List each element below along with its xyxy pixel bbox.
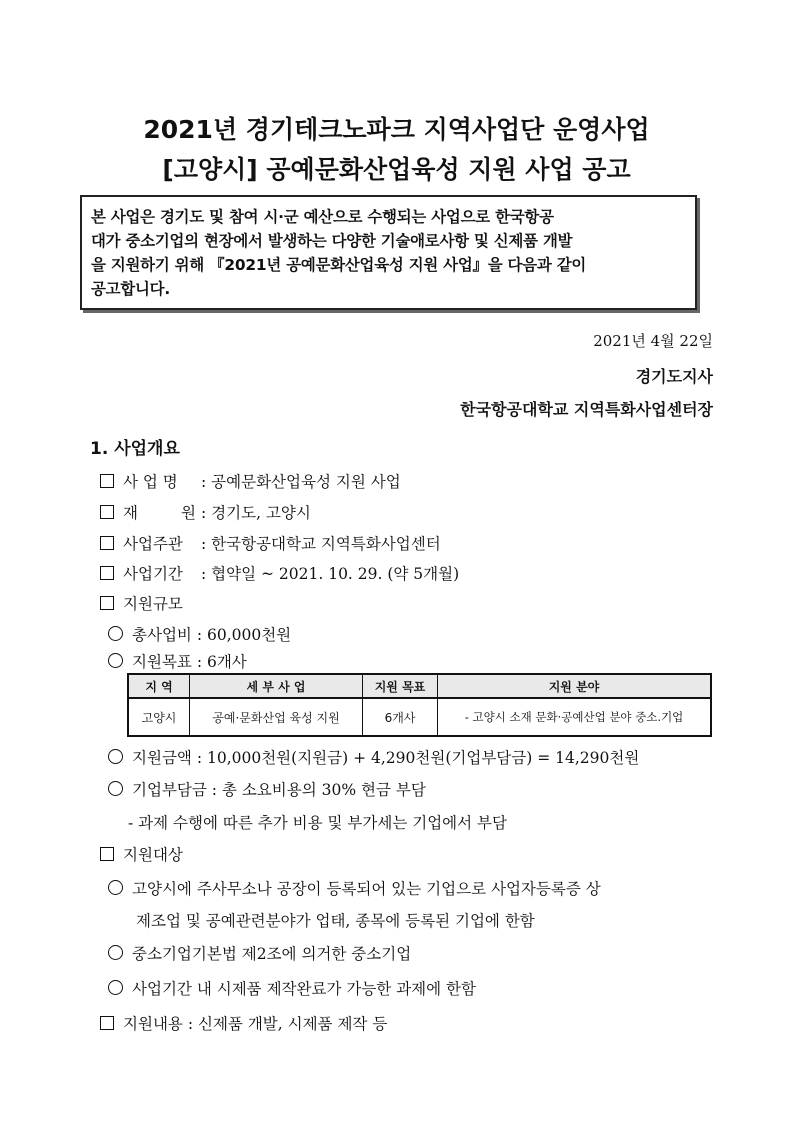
circle-bullet-icon <box>108 980 123 995</box>
checkbox-icon <box>100 536 114 550</box>
table-header: 지원 분야 <box>438 674 712 698</box>
table-cell: 고양시 <box>128 698 190 736</box>
eligibility-2 <box>108 942 411 964</box>
scale-total-text: 총사업비 : 60,000천원 <box>132 626 292 644</box>
item-label: 지원규모 <box>123 595 183 613</box>
eligibility-text: 사업기간 내 시제품 제작완료가 가능한 과제에 한함 <box>132 980 476 998</box>
item-label: 사업주관 <box>123 535 183 553</box>
eligibility-text: 중소기업기본법 제2조에 의거한 중소기업 <box>132 945 412 963</box>
item-label: 재 <box>123 504 138 522</box>
intro-line: 공고합니다. <box>91 280 170 298</box>
item-value: : 공예문화산업육성 지원 사업 <box>201 473 401 491</box>
table-header-row <box>128 674 711 698</box>
intro-line: 을 지원하기 위해 『2021년 공예문화산업육성 지원 사업』을 다음과 같이 <box>91 256 587 274</box>
scale-target-text: 지원목표 : 6개사 <box>132 653 247 671</box>
scale-target <box>108 650 247 672</box>
checkbox-icon <box>100 847 114 861</box>
eligibility-1-cont: 제조업 및 공예관련분야가 업태, 종목에 등록된 기업에 한함 <box>136 912 535 930</box>
support-amount <box>108 746 639 768</box>
item-support-content <box>100 1012 387 1034</box>
item-eligibility <box>100 843 183 865</box>
support-content-text: 지원내용 : 신제품 개발, 시제품 제작 등 <box>123 1015 388 1033</box>
table-row <box>128 698 711 736</box>
circle-bullet-icon <box>108 781 123 796</box>
support-table <box>127 673 712 737</box>
circle-bullet-icon <box>108 880 123 895</box>
item-period <box>100 562 459 584</box>
table-cell: - 고양시 소재 문화·공예산업 분야 중소.기업 <box>438 698 712 736</box>
eligibility-1 <box>108 877 601 899</box>
item-funding-source <box>100 501 311 523</box>
checkbox-icon <box>100 474 114 488</box>
table-header: 지 역 <box>128 674 190 698</box>
burden-note: - 과제 수행에 따른 추가 비용 및 부가세는 기업에서 부담 <box>128 814 507 832</box>
table-header: 세 부 사 업 <box>190 674 363 698</box>
intro-line: 본 사업은 경기도 및 참여 시·군 예산으로 수행되는 사업으로 한국항공 <box>91 208 554 226</box>
table-cell: 6개사 <box>363 698 438 736</box>
support-amount-text: 지원금액 : 10,000천원(지원금) + 4,290천원(기업부담금) = 14,290천원 <box>132 749 640 767</box>
section-heading: 1. 사업개요 <box>90 439 180 459</box>
announcement-date: 2021년 4월 22일 <box>593 332 713 350</box>
intro-line: 대가 중소기업의 현장에서 발생하는 다양한 기술애로사항 및 신제품 개발 <box>91 232 573 250</box>
table-header: 지원 목표 <box>363 674 438 698</box>
item-label: 사 업 명 <box>123 473 178 491</box>
eligibility-3 <box>108 977 476 999</box>
title-line-1: 2021년 경기테크노파크 지역사업단 운영사업 <box>143 115 650 144</box>
circle-bullet-icon <box>108 653 123 668</box>
item-label: 사업기간 <box>123 565 183 583</box>
circle-bullet-icon <box>108 945 123 960</box>
company-burden <box>108 778 426 800</box>
item-value: : 협약일 ~ 2021. 10. 29. (약 5개월) <box>201 565 460 583</box>
checkbox-icon <box>100 596 114 610</box>
issuer-center-director: 한국항공대학교 지역특화사업센터장 <box>460 400 713 419</box>
checkbox-icon <box>100 1016 114 1030</box>
circle-bullet-icon <box>108 749 123 764</box>
item-label: 원 <box>181 504 196 522</box>
circle-bullet-icon <box>108 626 123 641</box>
title-line-2: [고양시] 공예문화산업육성 지원 사업 공고 <box>162 155 631 184</box>
item-scale <box>100 592 183 614</box>
issuer-governor: 경기도지사 <box>635 367 713 386</box>
item-project-name <box>100 470 401 492</box>
item-value: : 경기도, 고양시 <box>201 504 311 522</box>
eligibility-text: 고양시에 주사무소나 공장이 등록되어 있는 기업으로 사업자등록증 상 <box>132 880 601 898</box>
table-cell: 공예·문화산업 육성 지원 <box>190 698 363 736</box>
intro-box <box>80 195 697 310</box>
scale-total <box>108 623 291 645</box>
item-label: 지원대상 <box>123 846 183 864</box>
item-value: : 한국항공대학교 지역특화사업센터 <box>201 535 441 553</box>
item-organizer <box>100 532 441 554</box>
checkbox-icon <box>100 566 114 580</box>
company-burden-text: 기업부담금 : 총 소요비용의 30% 현금 부담 <box>132 781 426 799</box>
checkbox-icon <box>100 505 114 519</box>
